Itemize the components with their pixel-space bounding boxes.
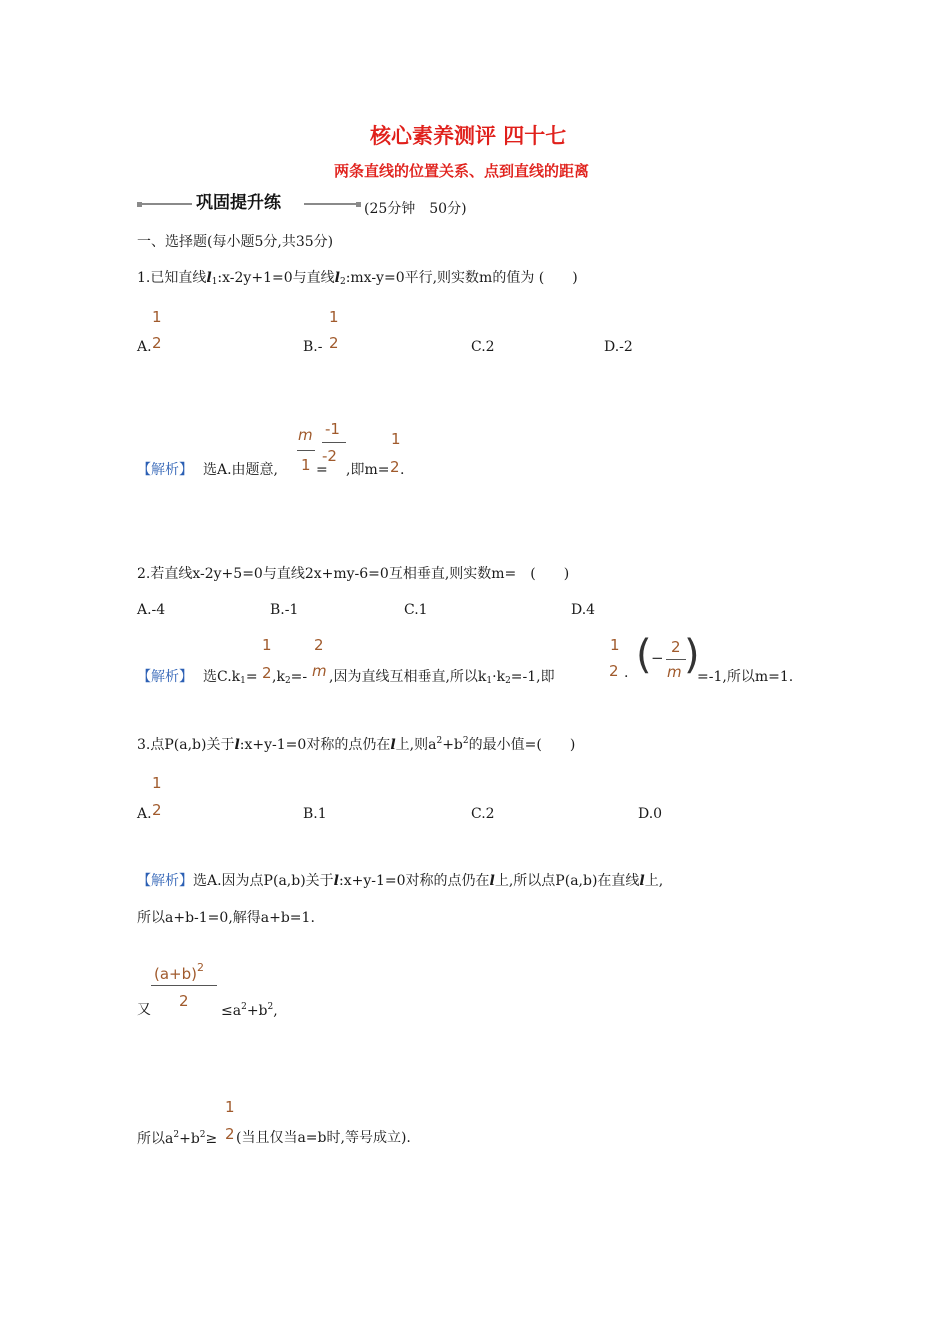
q3-option-b: B.1 (303, 806, 327, 822)
q1-frac3-denominator: 2 (390, 458, 400, 476)
section-time: (25分钟 50分) (364, 201, 467, 217)
q1-frac1-denominator: 1 (301, 456, 311, 474)
q1-frac2-denominator: -2 (322, 447, 337, 465)
page-subtitle: 两条直线的位置关系、点到直线的距离 (334, 162, 590, 180)
q2-paren-left: ( (636, 632, 652, 678)
q1-option-d: D.-2 (604, 339, 633, 355)
q3-inequality: $\le a^2+b^2$, (221, 1002, 278, 1019)
q1-frac1-numerator: m (298, 426, 313, 444)
q2-analysis-k2: $,k_2=-$ (272, 669, 308, 686)
q1-option-b: B.- (303, 339, 323, 355)
banner-rule-right (304, 203, 356, 205)
q3-frac-denominator: 2 (179, 992, 189, 1010)
q1-option-b-denominator: 2 (329, 334, 339, 352)
q2-frac2-denominator: m (312, 662, 327, 680)
section-title: 巩固提升练 (196, 193, 281, 213)
q3-option-a-denominator: 2 (152, 801, 162, 819)
q2-frac1-numerator: 1 (262, 636, 272, 654)
q3-conclusion-end: (当且仅当a=b时,等号成立). (236, 1130, 411, 1146)
q1-frac2-numerator: -1 (325, 420, 340, 438)
q1-option-b-numerator: 1 (329, 308, 339, 326)
q3-stem: 3.点P(a,b)关于l:x+y-1=0对称的点仍在l上,则$a^2+b^2$的最小值=( ) (137, 736, 576, 753)
q3-frac-numerator: $(a+b)^2$ (154, 961, 204, 983)
q3-option-a-numerator: 1 (152, 774, 162, 792)
q3-frac-line (151, 985, 217, 986)
q2-paren-right: ) (684, 632, 700, 678)
q2-frac4-numerator: 2 (671, 638, 681, 656)
q1-stem: 1.已知直线$l_1:x-2y+1=0$与直线$l_2:mx-y=0$平行,则实数m的值为 ( ) (137, 270, 578, 287)
q2-option-a: A.-4 (137, 602, 166, 618)
q3-conclusion-denominator: 2 (225, 1125, 235, 1143)
q2-stem: 2.若直线x-2y+5=0与直线2x+my-6=0互相垂直,则实数m= ( ) (137, 566, 570, 582)
q1-frac1-line (297, 450, 315, 451)
banner-dot-right (356, 202, 361, 207)
q2-dot-operator: · (624, 669, 629, 685)
q3-conclusion: 所以$a^2+b^2\ge$ (137, 1130, 218, 1147)
q1-frac3-numerator: 1 (391, 430, 401, 448)
q1-analysis-tag: 【解析】 (137, 462, 193, 478)
q3-option-c: C.2 (471, 806, 495, 822)
q2-analysis-end: =-1,所以m=1. (697, 669, 794, 685)
q1-option-a-numerator: 1 (152, 308, 162, 326)
q2-frac2-numerator: 2 (314, 636, 324, 654)
q1-equals: = (316, 462, 328, 478)
q2-option-d: D.4 (571, 602, 596, 618)
q2-frac3-numerator: 1 (610, 636, 620, 654)
q1-analysis-text-2: ,即m= (346, 462, 390, 478)
q2-frac1-denominator: 2 (262, 664, 272, 682)
q2-option-b: B.-1 (270, 602, 299, 618)
q3-analysis-line2: 所以a+b-1=0,解得a+b=1. (137, 910, 315, 926)
q2-minus-sign: − (651, 649, 664, 667)
q1-period: . (400, 462, 405, 478)
q2-frac4-denominator: m (667, 663, 682, 681)
q1-option-a: A. (137, 339, 152, 355)
q3-option-a: A. (137, 806, 152, 822)
q1-analysis-text: 选A.由题意, (203, 462, 279, 478)
q3-analysis-line1: 【解析】选A.因为点P(a,b)关于l:x+y-1=0对称的点仍在l上,所以点P(a,b)在直线l上, (137, 873, 664, 889)
q3-option-d: D.0 (638, 806, 663, 822)
q3-you: 又 (137, 1002, 151, 1018)
q2-analysis-middle: ,因为直线互相垂直,所以$k_1\cdot k_2=-1$,即 (329, 669, 555, 686)
q1-option-a-denominator: 2 (152, 334, 162, 352)
q3-conclusion-numerator: 1 (225, 1098, 235, 1116)
page-title: 核心素养测评 四十七 (370, 124, 567, 148)
q2-frac3-denominator: 2 (609, 662, 619, 680)
banner-rule-left (142, 203, 192, 205)
q1-option-c: C.2 (471, 339, 495, 355)
q3-analysis-tag: 【解析】 (137, 873, 193, 889)
q2-analysis-tag: 【解析】 (137, 669, 193, 685)
q2-frac4-line (666, 659, 686, 660)
q2-option-c: C.1 (404, 602, 428, 618)
q1-frac2-line (322, 442, 346, 443)
q2-analysis-line: 选$C.k_1=$ (203, 669, 258, 686)
part-heading: 一、选择题(每小题5分,共35分) (137, 234, 334, 250)
